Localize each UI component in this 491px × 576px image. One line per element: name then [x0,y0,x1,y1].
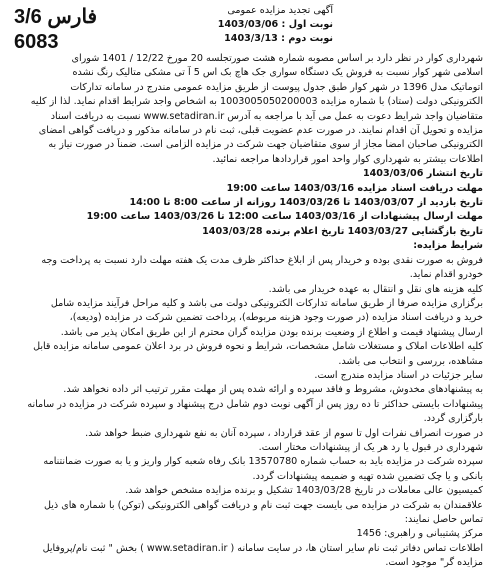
body-line: اطلاعات بیشتر به شهرداری کوار واحد امور قراردادها مراجعه نمائید. [212,153,483,165]
body-line: در صورت انصراف نفرات اول تا سوم از عقد قرارداد ، سپرده آنان به نفع شهرداری ضبط خواهد شد. [85,427,483,439]
body-line: کمیسیون عالی معاملات در تاریخ 1403/03/28 تشکیل و برنده مزایده مشخص خواهد شد. [125,485,483,497]
body-line: بارگزاری گردد. [423,413,483,425]
body-line: مرکز پشتیبانی و راهبری: 1456 [356,528,483,540]
body-line: فروش به صورت نقدی بوده و خریدار پس از ابلاغ حداکثر ظرف مدت یک هفته مهلت دارد نسبت به پرداخت وجه [41,254,483,266]
body-line: اسلامی شهر کوار نسبت به فروش یک دستگاه سواری جک هاچ بک اس 5 آ تی مشکی متالیک رنگ نشده [72,67,483,79]
body-line: کلیه هزینه های نقل و انتقال به عهده خریدار می باشد. [268,283,483,295]
body-line: برگزاری مزایده صرفا از طریق سامانه تدارکات الکترونیکی دولت می باشد و کلیه مراحل فرآیند مزایده شامل [50,297,483,309]
submission-deadline: مهلت ارسال پیشنهادات از 1403/03/16 ساعت 12:00 تا 1403/03/26 ساعت 19:00 [86,211,483,223]
body-line: کلیه اطلاعات املاک و مستغلات شامل مشخصات، شرایط و نحوه فروش در برد اعلان عمومی سامانه مزایده قابل [33,341,483,353]
announcement-body [8,52,483,571]
body-line: مزایده و تحویل آن اقدام نمایند. در صورت عدم عضویت قبلی، ثبت نام در سامانه مذکور و دریافت گواهی امضای [38,125,483,137]
body-line: مشاهده، بررسی و انتخاب می باشد. [338,355,483,367]
body-line: مزایده گر" موجود است. [385,557,483,569]
body-line: به پیشنهادهای مخدوش، مشروط و فاقد سپرده و ارائه شده پس از مهلت مقرر ترتیب اثر داده نخواهد شد. [63,384,483,396]
first-round-date: نوبت اول : 1403/03/06 [217,19,333,30]
body-line: الکترونیکی صاحبان امضا مجاز از سوی متقاضیان جهت شرکت در مزایده الزامی است. ضمناً در صورت نیاز به [48,139,483,151]
opening-date: تاریخ بازگشایی 1403/03/27 تاریخ اعلام برنده 1403/03/28 [202,225,483,237]
announcement-title: آگهی تجدید مزایده عمومی [227,5,333,16]
document-deadline: مهلت دریافت اسناد مزایده 1403/03/16 ساعت 19:00 [226,182,483,194]
body-line: شهرداری در قبول یا رد هر یک از پیشنهادات مختار است. [258,441,483,453]
body-line: علاقمندان به شرکت در مزایده می بایست جهت ثبت نام و دریافت گواهی الکترونیکی (توکن) با شماره های ذیل [43,499,483,511]
body-line: بانکی و یا چک تضمین شده تهیه و ضمیمه پیشنهادات گردد. [252,470,483,482]
corner-reference [14,6,97,54]
body-line: متقاضیان واجد شرایط دعوت به عمل می آید با مراجعه به آدرس www.setadiran.ir نسبت به دریافت اسناد [50,110,483,122]
body-line: ارسال پیشنهاد قیمت و اطلاع از وضعیت برنده بودن مزایده گران محترم از این طریق امکان پذیر می باشد. [60,326,483,338]
body-line: تماس حاصل نمایند: [404,514,483,525]
body-line: سپرده شرکت در مزایده باید به حساب شماره 13570780 بانک رفاه شعبه کوار واریز و یا به صورت ضمانتنامه [43,456,483,468]
visit-dates: تاریخ بازدید از 1403/03/07 تا 1403/03/26 روزانه از ساعت 8:00 تا 14:00 [129,197,483,209]
province-code: فارس 3/6 [14,6,98,28]
publish-date: تاریخ انتشار 1403/03/06 [362,168,483,180]
body-line: پیشنهادات بایستی حداکثر تا ده روز پس از آگهی نوبت دوم شامل درج پیشنهاد و سپرده شرکت در مزایده در سامانه [27,398,483,410]
ad-code: 6083 [14,31,59,53]
body-line: خودرو اقدام نماید. [409,269,483,281]
body-line: الکترونیکی دولت (ستاد) با شماره مزایده 1003005050200003 به اشخاص واجد شرایط اقدام نماید. لذا از کلیه [30,96,483,108]
conditions-heading: شرایط مزایده: [413,240,483,252]
body-line: اطلاعات تماس دفاتر ثبت نام سایر استان ها، در سایت سامانه ( www.setadiran.ir ) بخش " ثبت نام/پروفایل [42,542,483,554]
body-line: شهرداری کوار در نظر دارد بر اساس مصوبه شماره هشت صورتجلسه 20 مورخ 12/22 / 1401 شورای [71,53,483,64]
second-round-date: نوبت دوم : 1403/3/13 [224,33,333,44]
body-line: سایر جزئیات در اسناد مزایده مندرج است. [314,369,483,381]
body-line: خرید و دریافت اسناد مزایده (در صورت وجود هزینه مربوطه)، پرداخت تضمین شرکت در مزایده (ودیعه)، [69,312,483,324]
body-line: اتوماتیک مدل 1396 در شهر کوار طبق جدول پیوست از طریق مزایده عمومی مندرج در سامانه تدارکات [70,81,483,93]
